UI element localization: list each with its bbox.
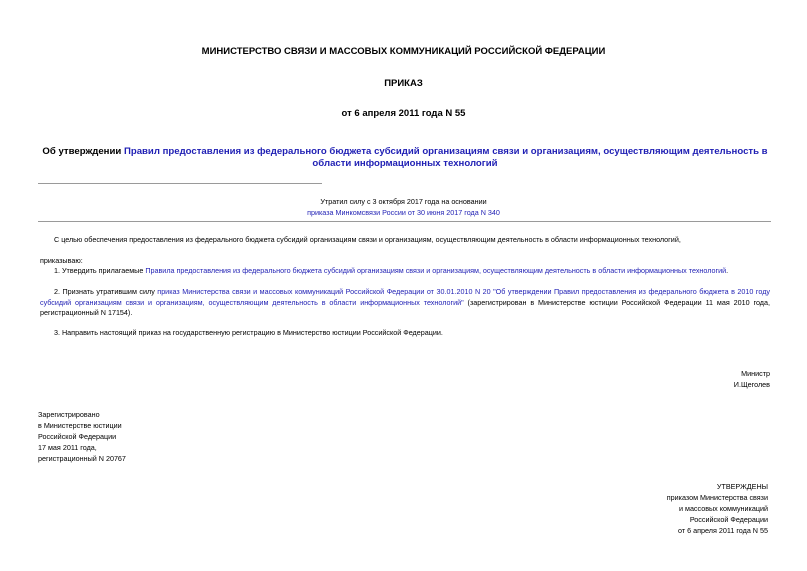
document-type: ПРИКАЗ [384,78,423,89]
signature-name: И.Щеголев [733,380,770,389]
document-title [40,146,770,170]
expiry-order-link[interactable]: приказа Минкомсвязи России от 30 июня 2017 года N 340 [307,208,500,217]
order-word: приказываю: [40,256,83,265]
item-2-order-link[interactable]: приказ Министерства связи и массовых коммуникаций Российской Федерации от 30.01.2010 N 20 "Об утверждении Правил предоставления из федерального бюджета в 2010 году субсидий организациям связи и организациям, осуществляющим деятельность в области информационных технологий" [40,287,770,307]
registration-line: 17 мая 2011 года, [38,443,97,452]
item-1-prefix: 1. Утвердить прилагаемые [54,266,146,275]
registration-line: в Министерстве юстиции [38,421,122,430]
item-1 [40,266,770,277]
item-3: 3. Направить настоящий приказ на государственную регистрацию в Министерство юстиции Российской Федерации. [54,328,443,337]
expiry-notice-text: Утратил силу с 3 октября 2017 года на основании [320,197,487,206]
notice-divider [38,221,771,222]
title-divider [38,183,322,184]
approved-line: УТВЕРЖДЕНЫ [716,482,768,491]
registration-line: Зарегистрировано [38,410,100,419]
item-1-rules-link[interactable]: Правила предоставления из федерального бюджета субсидий организациям связи и организациям, осуществляющим деятельность в области информационных технологий [145,266,727,275]
registration-line: Российской Федерации [38,432,117,441]
approved-block [500,481,768,536]
ministry-heading: МИНИСТЕРСТВО СВЯЗИ И МАССОВЫХ КОММУНИКАЦИЙ РОССИЙСКОЙ ФЕДЕРАЦИИ [201,46,606,57]
signature-block [500,368,770,390]
item-1-suffix: . [726,266,729,275]
registration-block [38,409,238,464]
item-2 [40,287,770,319]
approved-line: от 6 апреля 2011 года N 55 [678,526,768,535]
signature-position: Министр [741,369,770,378]
approved-line: Российской Федерации [689,515,768,524]
registration-line: регистрационный N 20767 [38,454,126,463]
document-date-number: от 6 апреля 2011 года N 55 [341,108,466,119]
approved-line: и массовых коммуникаций [678,504,768,513]
item-2-suffix: (зарегистрирован в Министерстве юстиции Российской Федерации 11 мая 2010 года, регистрационный N 17154). [40,297,770,317]
approved-line: приказом Министерства связи [666,493,768,502]
intro-paragraph: С целью обеспечения предоставления из федерального бюджета субсидий организациям связи и организациям, осуществляющим деятельность в области информационных технологий, [54,235,681,244]
title-prefix: Об утверждении [42,146,124,157]
title-rules-link[interactable]: Правил предоставления из федерального бюджета субсидий организациям связи и организациям, осуществляющим деятельность в области информационных технологий [123,146,768,169]
expiry-notice [0,196,807,218]
item-2-prefix: 2. Признать утратившим силу [54,287,158,296]
